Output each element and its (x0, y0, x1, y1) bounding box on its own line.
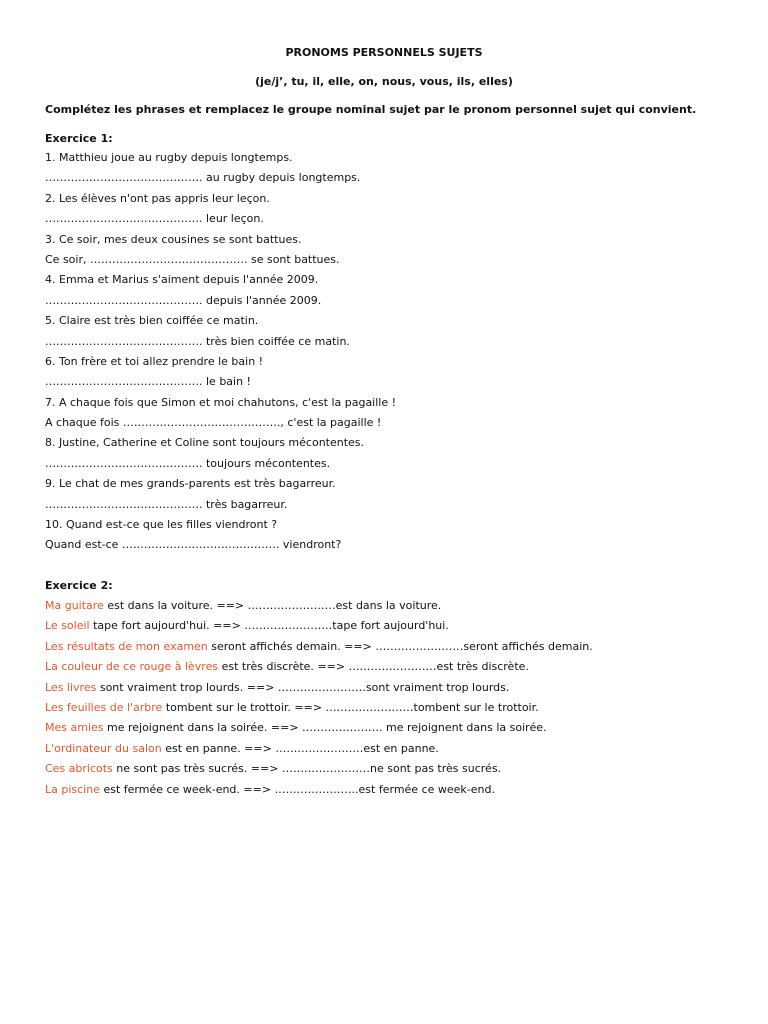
highlighted-subject: L'ordinateur du salon (45, 741, 162, 755)
exercise1-line: ……………………………………. très bien coiffée ce matin. (45, 334, 350, 348)
exercise1-line: ……………………………………. depuis l'année 2009. (45, 293, 322, 307)
sentence-rest: tape fort aujourd'hui. ==> ……………………tape fort aujourd'hui. (89, 619, 449, 633)
exercise2-line (45, 637, 593, 657)
sentence-rest: seront affichés demain. ==> ……………………seront affichés demain. (207, 639, 593, 653)
highlighted-subject: Ma guitare (45, 599, 104, 612)
exercise1-line: 3. Ce soir, mes deux cousines se sont battues. (45, 232, 302, 246)
exercise1-line: A chaque fois ……………………………………., c'est la pagaille ! (45, 416, 382, 430)
sentence-rest: est dans la voiture. ==> ……………………est dans la voiture. (103, 599, 442, 612)
exercise1-line: 1. Matthieu joue au rugby depuis longtemps. (45, 151, 293, 164)
exercise2-line (45, 678, 593, 698)
exercise1-line: 2. Les élèves n'ont pas appris leur leçon. (45, 191, 270, 205)
exercise1-line: Quand est-ce ……………………………………. viendront? (45, 538, 342, 552)
exercise1-line: 7. A chaque fois que Simon et moi chahutons, c'est la pagaille ! (45, 395, 397, 409)
exercise2-line (45, 657, 593, 677)
exercise1-line: ……………………………………. au rugby depuis longtemps. (45, 171, 361, 185)
worksheet-subtitle: (je/j’, tu, il, elle, on, nous, vous, ils, elles) (255, 75, 513, 88)
sentence-rest: est en panne. ==> ……………………est en panne. (161, 741, 439, 755)
worksheet-instruction: Complétez les phrases et remplacez le groupe nominal sujet par le pronom personnel sujet qui convient. (45, 103, 697, 116)
exercise1-line: ……………………………………. toujours mécontentes. (45, 456, 331, 470)
highlighted-subject: Ces abricots (45, 762, 113, 776)
exercise1-line: 5. Claire est très bien coiffée ce matin. (45, 314, 259, 328)
exercise1-line: ……………………………………. très bagarreur. (45, 497, 288, 511)
exercise1-line: 9. Le chat de mes grands-parents est très bagarreur. (45, 477, 336, 491)
sentence-rest: est très discrète. ==> ……………………est très discrète. (218, 660, 529, 674)
exercise2-heading: Exercice 2: (45, 579, 113, 592)
exercise2-line (45, 616, 593, 636)
exercise1-list (45, 148, 396, 556)
exercise2-line (45, 780, 593, 800)
sentence-rest: sont vraiment trop lourds. ==> ……………………sont vraiment trop lourds. (96, 680, 510, 694)
exercise1-line: 6. Ton frère et toi allez prendre le bain ! (45, 354, 264, 368)
exercise1-line: 4. Emma et Marius s'aiment depuis l'année 2009. (45, 273, 319, 287)
highlighted-subject: La couleur de ce rouge à lèvres (45, 660, 219, 674)
sentence-rest: ne sont pas très sucrés. ==> ……………………ne sont pas très sucrés. (112, 762, 502, 776)
exercise1-line: Ce soir, ……………………………………. se sont battues. (45, 252, 340, 266)
exercise2-line (45, 596, 593, 616)
exercise1-line: 10. Quand est-ce que les filles viendront ? (45, 518, 278, 532)
exercise2-line (45, 698, 593, 718)
exercise2-line (45, 739, 593, 759)
exercise1-line: ……………………………………. leur leçon. (45, 212, 264, 226)
highlighted-subject: Les résultats de mon examen (45, 639, 208, 653)
sentence-rest: tombent sur le trottoir. ==> ……………………tombent sur le trottoir. (162, 700, 539, 714)
exercise2-list (45, 596, 593, 800)
highlighted-subject: Les livres (45, 680, 97, 694)
sentence-rest: me rejoignent dans la soirée. ==> …………………. me rejoignent dans la soirée. (103, 721, 547, 735)
exercise1-line: ……………………………………. le bain ! (45, 375, 251, 389)
exercise1-line: 8. Justine, Catherine et Coline sont toujours mécontentes. (45, 436, 365, 450)
highlighted-subject: Le soleil (45, 619, 90, 633)
exercise1-heading: Exercice 1: (45, 132, 113, 145)
worksheet-title: PRONOMS PERSONNELS SUJETS (285, 46, 483, 59)
highlighted-subject: Mes amies (45, 721, 104, 735)
exercise2-line (45, 759, 593, 779)
highlighted-subject: La piscine (45, 782, 100, 796)
exercise2-line (45, 718, 593, 738)
sentence-rest: est fermée ce week-end. ==> …………………..est fermée ce week-end. (99, 782, 495, 796)
highlighted-subject: Les feuilles de l'arbre (45, 700, 163, 714)
